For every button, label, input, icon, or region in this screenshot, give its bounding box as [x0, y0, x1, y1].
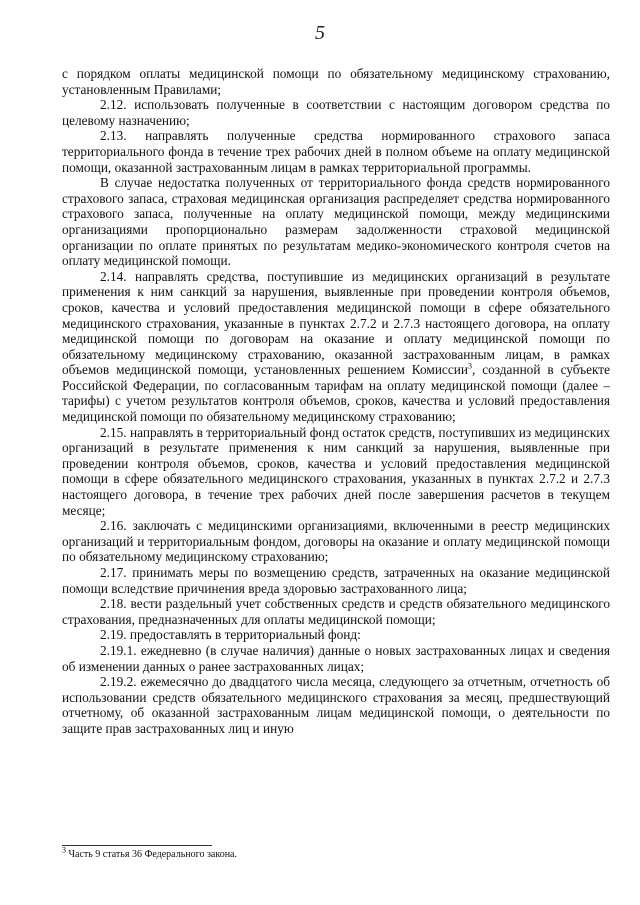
footnote — [62, 845, 610, 861]
paragraph: В случае недостатка полученных от территориального фонда средств нормированного страхового запаса, страховая медицинская организация распределяет средства нормированного страхового запаса, полученные на оплату медицинской помощи, между медицинскими организациями пропорционально размерам задолженности страховой медицинской организации по оплате принятых по результатам медико-экономического контроля счетов на оплату медицинской помощи. — [62, 175, 610, 269]
paragraph: 2.16. заключать с медицинскими организациями, включенными в реестр медицинских организаций и территориальным фондом, договоры на оказание и оплату медицинской помощи по обязательному медицинскому страхованию; — [62, 518, 610, 565]
paragraph: с порядком оплаты медицинской помощи по обязательному медицинскому страхованию, установленным Правилами; — [62, 66, 610, 97]
footnote-marker: 3 — [62, 845, 66, 855]
paragraph: 2.12. использовать полученные в соответствии с настоящим договором средства по целевому назначению; — [62, 97, 610, 128]
page-number: 5 — [315, 22, 325, 44]
paragraph: 2.13. направлять полученные средства нормированного страхового запаса территориального фонда в течение трех рабочих дней в полном объеме на оплату медицинской помощи, оказанной застрахованным лицам в рамках территориальной программы. — [62, 128, 610, 175]
paragraph-text: 2.14. направлять средства, поступившие из медицинских организаций в результате применения к ним санкций за нарушения, выявленные при проведении контроля объемов, сроков, качества и условий предоставления медицинской помощи в сфере обязательного медицинского страхования, указанные в пунктах 2.7.2 и 2.7.3 настоящего договора, на оплату медицинской помощи по договорам на оказание и оплату медицинской помощи по обязательному медицинскому страхованию, оказанной застрахованным лицам, в рамках объемов медицинской помощи, установленных решением Комиссии — [62, 268, 610, 378]
footnote-ref: 3 — [467, 361, 472, 371]
footnote-divider — [62, 845, 212, 846]
paragraph: 2.19. предоставлять в территориальный фонд: — [100, 627, 361, 643]
paragraph: 2.17. принимать меры по возмещению средств, затраченных на оказание медицинской помощи вследствие причинения вреда здоровью застрахованного лица; — [62, 565, 610, 596]
paragraph: 2.18. вести раздельный учет собственных средств и средств обязательного медицинского страхования, предназначенных для оплаты медицинской помощи; — [62, 596, 610, 627]
paragraph: 2.19.1. ежедневно (в случае наличия) данные о новых застрахованных лицах и сведения об изменении данных о ранее застрахованных лицах; — [62, 642, 610, 674]
footnote-text: Часть 9 статья 36 Федерального закона. — [66, 849, 237, 860]
paragraph-2-14 — [62, 269, 610, 425]
paragraph: 2.19.2. ежемесячно до двадцатого числа месяца, следующего за отчетным, отчетность об использовании средств обязательного медицинского страхования за месяц, предшествующий отчетному, об оказанной застрахованным лицам медицинской помощи, о деятельности по защите прав застрахованных лиц и иную — [62, 674, 610, 736]
paragraph-text-tail: , созданной в субъекте Российской Федерации, по согласованным тарифам на оплату медицинской помощи (далее – тарифы) с учетом результатов контроля объемов, сроков, качества и условий предоставления медицинской помощи по обязательному медицинскому страхованию; — [62, 362, 610, 425]
document-body — [62, 66, 610, 737]
paragraph: 2.15. направлять в территориальный фонд остаток средств, поступивших из медицинских организаций в результате применения к ним санкций за нарушения, выявленные при проведении контроля объемов, сроков, качества и условий предоставления медицинской помощи в сфере обязательного медицинского страхования, указанных в пунктах 2.7.2 и 2.7.3 настоящего договора, в течение трех рабочих дней после завершения расчетов в текущем месяце; — [62, 424, 610, 518]
